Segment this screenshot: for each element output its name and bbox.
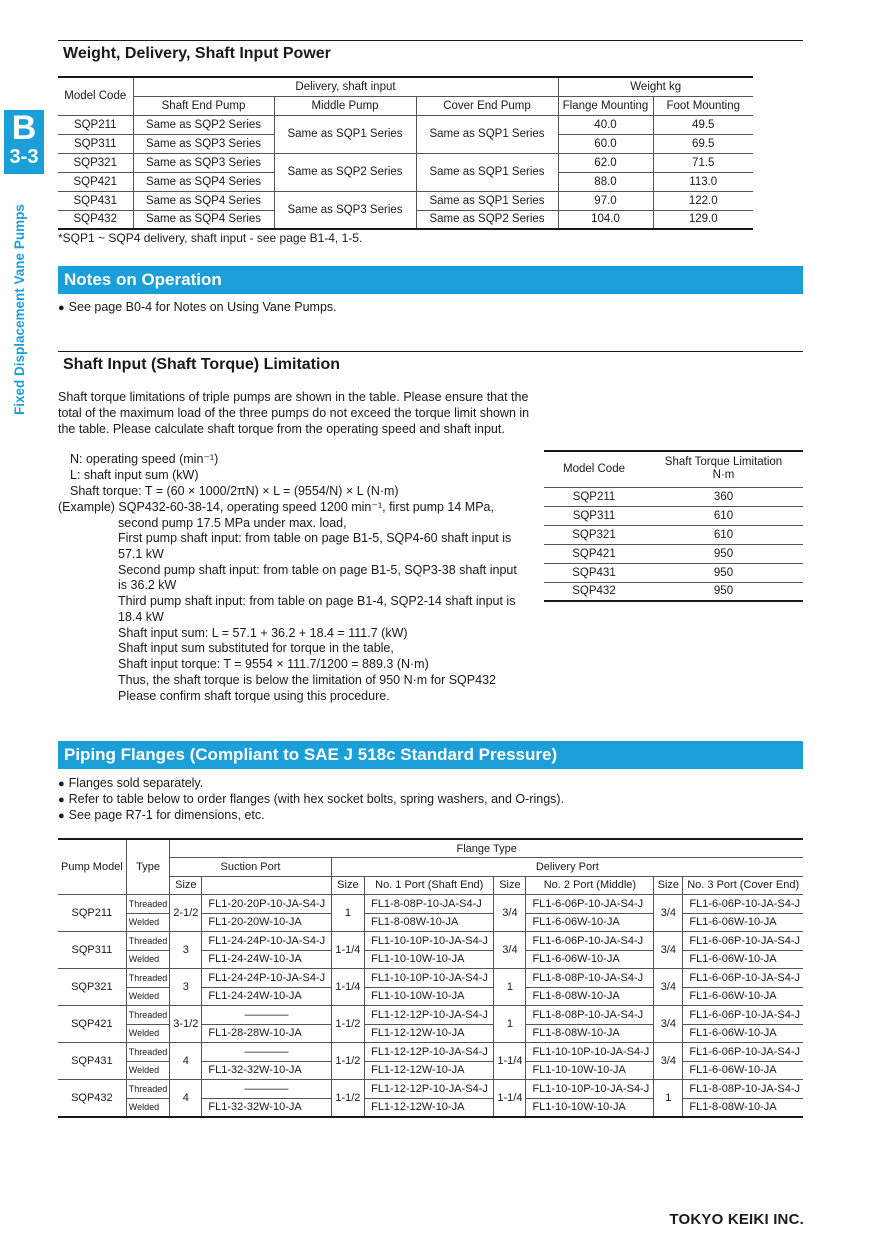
port2-welded-code: FL1-8-08W-10-JA	[526, 987, 654, 1006]
type-welded: Welded	[126, 950, 170, 969]
torque-table	[544, 450, 803, 602]
port3-welded-code: FL1-6-06W-10-JA	[683, 950, 803, 969]
port1-threaded-code: FL1-10-10P-10-JA-S4-J	[365, 932, 494, 951]
port1-threaded-code: FL1-12-12P-10-JA-S4-J	[365, 1080, 494, 1099]
port3-welded-code: FL1-6-06W-10-JA	[683, 1024, 803, 1043]
port2-threaded-code: FL1-6-06P-10-JA-S4-J	[526, 895, 654, 914]
suction-size: 3	[170, 932, 202, 969]
port2-welded-code: FL1-10-10W-10-JA	[526, 1061, 654, 1080]
suction-welded-code: FL1-24-24W-10-JA	[202, 950, 331, 969]
port3-size: 3/4	[654, 1043, 683, 1080]
suction-welded-code: FL1-24-24W-10-JA	[202, 987, 331, 1006]
type-welded: Welded	[126, 1024, 170, 1043]
col-cover-end: Cover End Pump	[416, 96, 558, 115]
model-cell: SQP211	[544, 487, 644, 506]
port2-size: 1-1/4	[494, 1043, 526, 1080]
table-row	[544, 487, 803, 506]
torque-limit-unit: N·m	[712, 469, 735, 482]
foot-weight-cell: 122.0	[653, 191, 753, 210]
example-line: Shaft input torque: T = 9554 × 111.7/1200 = 889.3 (N·m)	[118, 657, 429, 671]
port1-size: 1-1/4	[331, 969, 364, 1006]
foot-weight-cell: 129.0	[653, 210, 753, 229]
table-row	[58, 950, 803, 969]
port2-size: 1	[494, 969, 526, 1006]
foot-weight-cell: 71.5	[653, 153, 753, 172]
col-port3: No. 3 Port (Cover End)	[683, 876, 803, 895]
weight-section-title: Weight, Delivery, Shaft Input Power	[58, 40, 803, 68]
model-cell: SQP431	[58, 191, 133, 210]
table-row	[58, 1006, 803, 1025]
example-line: Thus, the shaft torque is below the limitation of 950 N·m for SQP432	[118, 673, 496, 687]
suction-welded-code: FL1-32-32W-10-JA	[202, 1061, 331, 1080]
col-suction-code	[202, 876, 331, 895]
model-cell: SQP421	[544, 544, 644, 563]
shaft-end-cell: Same as SQP4 Series	[133, 172, 274, 191]
suction-welded-code: FL1-28-28W-10-JA	[202, 1024, 331, 1043]
port2-size: 1-1/4	[494, 1080, 526, 1117]
suction-size: 3-1/2	[170, 1006, 202, 1043]
col-delivery-port: Delivery Port	[331, 858, 803, 877]
pump-model-cell: SQP431	[58, 1043, 126, 1080]
table-row	[58, 987, 803, 1006]
port3-size: 3/4	[654, 932, 683, 969]
port1-size: 1-1/2	[331, 1080, 364, 1117]
port2-threaded-code: FL1-6-06P-10-JA-S4-J	[526, 932, 654, 951]
torque-section-title: Shaft Input (Shaft Torque) Limitation	[58, 351, 803, 379]
example-line: Third pump shaft input: from table on page B1-4, SQP2-14 shaft input is	[118, 594, 516, 608]
example-line: Second pump shaft input: from table on page B1-5, SQP3-38 shaft input	[118, 563, 517, 577]
table-row	[58, 932, 803, 951]
example-line: Shaft input sum substituted for torque in the table,	[118, 641, 394, 655]
table-row	[58, 1024, 803, 1043]
port1-welded-code: FL1-12-12W-10-JA	[365, 1098, 494, 1117]
table-row	[58, 969, 803, 988]
flanges-bullet: ● See page R7-1 for dimensions, etc.	[58, 807, 265, 824]
weight-table	[58, 76, 753, 230]
torque-limit-label: Shaft Torque Limitation	[664, 456, 783, 469]
port3-size: 1	[654, 1080, 683, 1117]
table-row	[58, 1043, 803, 1062]
port1-welded-code: FL1-10-10W-10-JA	[365, 950, 494, 969]
model-cell: SQP321	[544, 525, 644, 544]
notes-bullet: ● See page B0-4 for Notes on Using Vane Pumps.	[58, 299, 337, 316]
brand-logo: TOKYO KEIKI INC.	[669, 1211, 804, 1228]
port2-welded-code: FL1-6-06W-10-JA	[526, 913, 654, 932]
foot-weight-cell: 69.5	[653, 134, 753, 153]
limit-cell: 950	[644, 582, 803, 601]
port2-threaded-code: FL1-8-08P-10-JA-S4-J	[526, 969, 654, 988]
port3-welded-code: FL1-6-06W-10-JA	[683, 1061, 803, 1080]
table-row	[58, 115, 753, 134]
model-cell: SQP431	[544, 563, 644, 582]
port1-size: 1-1/2	[331, 1043, 364, 1080]
weight-footnote: *SQP1 ~ SQP4 delivery, shaft input - see page B1-4, 1-5.	[58, 231, 363, 245]
table-row	[58, 191, 753, 210]
middle-cell: Same as SQP3 Series	[274, 191, 416, 229]
pump-model-cell: SQP311	[58, 932, 126, 969]
col-size: Size	[654, 876, 683, 895]
port2-welded-code: FL1-8-08W-10-JA	[526, 1024, 654, 1043]
col-size: Size	[494, 876, 526, 895]
col-model-code: Model Code	[58, 77, 133, 115]
cover-end-cell: Same as SQP1 Series	[416, 191, 558, 210]
table-row	[58, 153, 753, 172]
type-threaded: Threaded	[126, 932, 170, 951]
model-cell: SQP211	[58, 115, 133, 134]
table-row	[58, 1061, 803, 1080]
model-cell: SQP432	[544, 582, 644, 601]
port3-threaded-code: FL1-6-06P-10-JA-S4-J	[683, 932, 803, 951]
port1-size: 1-1/2	[331, 1006, 364, 1043]
foot-weight-cell: 113.0	[653, 172, 753, 191]
type-welded: Welded	[126, 987, 170, 1006]
port3-welded-code: FL1-8-08W-10-JA	[683, 1098, 803, 1117]
model-cell: SQP311	[544, 506, 644, 525]
port3-welded-code: FL1-6-06W-10-JA	[683, 987, 803, 1006]
type-threaded: Threaded	[126, 1043, 170, 1062]
chapter-tab	[4, 110, 44, 174]
port2-size: 3/4	[494, 932, 526, 969]
port3-threaded-code: FL1-6-06P-10-JA-S4-J	[683, 895, 803, 914]
port1-size: 1	[331, 895, 364, 932]
port3-size: 3/4	[654, 969, 683, 1006]
middle-cell: Same as SQP1 Series	[274, 115, 416, 153]
flanges-bullet: ● Flanges sold separately.	[58, 775, 203, 792]
col-model-code: Model Code	[544, 451, 644, 487]
suction-threaded-code: FL1-20-20P-10-JA-S4-J	[202, 895, 331, 914]
model-cell: SQP311	[58, 134, 133, 153]
port1-threaded-code: FL1-8-08P-10-JA-S4-J	[365, 895, 494, 914]
l-definition: L: shaft input sum (kW)	[70, 468, 199, 482]
type-welded: Welded	[126, 913, 170, 932]
example-line: (Example) SQP432-60-38-14, operating speed 1200 min⁻¹, first pump 14 MPa,	[58, 500, 494, 514]
flange-weight-cell: 60.0	[558, 134, 653, 153]
model-cell: SQP421	[58, 172, 133, 191]
port2-welded-code: FL1-10-10W-10-JA	[526, 1098, 654, 1117]
table-row	[544, 544, 803, 563]
port1-size: 1-1/4	[331, 932, 364, 969]
port1-threaded-code: FL1-12-12P-10-JA-S4-J	[365, 1043, 494, 1062]
torque-formula: Shaft torque: T = (60 × 1000/2πN) × L = (9554/N) × L (N·m)	[70, 484, 399, 498]
notes-section-title: Notes on Operation	[58, 266, 803, 294]
limit-cell: 610	[644, 525, 803, 544]
type-threaded: Threaded	[126, 895, 170, 914]
example-line: 18.4 kW	[118, 610, 164, 624]
port1-welded-code: FL1-8-08W-10-JA	[365, 913, 494, 932]
suction-size: 4	[170, 1043, 202, 1080]
port1-threaded-code: FL1-12-12P-10-JA-S4-J	[365, 1006, 494, 1025]
suction-welded-code: FL1-20-20W-10-JA	[202, 913, 331, 932]
port2-welded-code: FL1-6-06W-10-JA	[526, 950, 654, 969]
chapter-number: 3-3	[9, 146, 39, 168]
table-row	[58, 1098, 803, 1117]
type-threaded: Threaded	[126, 969, 170, 988]
table-row	[544, 506, 803, 525]
table-row	[58, 895, 803, 914]
col-type: Type	[126, 839, 170, 895]
flange-table	[58, 838, 803, 1118]
type-threaded: Threaded	[126, 1006, 170, 1025]
col-pump-model: Pump Model	[58, 839, 126, 895]
flange-weight-cell: 97.0	[558, 191, 653, 210]
flange-weight-cell: 40.0	[558, 115, 653, 134]
dash-placeholder: ————	[202, 1080, 331, 1099]
model-cell: SQP432	[58, 210, 133, 229]
cover-end-cell: Same as SQP1 Series	[416, 115, 558, 153]
port3-threaded-code: FL1-8-08P-10-JA-S4-J	[683, 1080, 803, 1099]
port2-threaded-code: FL1-10-10P-10-JA-S4-J	[526, 1043, 654, 1062]
cover-end-cell: Same as SQP1 Series	[416, 153, 558, 191]
limit-cell: 950	[644, 563, 803, 582]
col-foot-mounting: Foot Mounting	[653, 96, 753, 115]
middle-cell: Same as SQP2 Series	[274, 153, 416, 191]
flange-weight-cell: 104.0	[558, 210, 653, 229]
port3-threaded-code: FL1-6-06P-10-JA-S4-J	[683, 969, 803, 988]
port1-threaded-code: FL1-10-10P-10-JA-S4-J	[365, 969, 494, 988]
torque-intro: Shaft torque limitations of triple pumps are shown in the table. Please ensure that the total of the maximum load of the three pumps do not exceed the torque limit shown in the table. Please calculate shaft torque from the operating speed and shaft input.	[58, 390, 530, 436]
flanges-section-title: Piping Flanges (Compliant to SAE J 518c Standard Pressure)	[58, 741, 803, 769]
suction-welded-code: FL1-32-32W-10-JA	[202, 1098, 331, 1117]
flange-weight-cell: 62.0	[558, 153, 653, 172]
port2-size: 1	[494, 1006, 526, 1043]
col-weight-group: Weight kg	[558, 77, 753, 96]
pump-model-cell: SQP421	[58, 1006, 126, 1043]
port3-welded-code: FL1-6-06W-10-JA	[683, 913, 803, 932]
limit-cell: 950	[644, 544, 803, 563]
table-row	[544, 525, 803, 544]
port2-size: 3/4	[494, 895, 526, 932]
col-torque-limit	[644, 451, 803, 487]
type-welded: Welded	[126, 1098, 170, 1117]
col-flange-type: Flange Type	[170, 839, 803, 858]
col-delivery-group: Delivery, shaft input	[133, 77, 558, 96]
col-suction-port: Suction Port	[170, 858, 331, 877]
suction-threaded-code: FL1-24-24P-10-JA-S4-J	[202, 969, 331, 988]
suction-size: 3	[170, 969, 202, 1006]
type-welded: Welded	[126, 1061, 170, 1080]
suction-size: 4	[170, 1080, 202, 1117]
chapter-letter: B	[11, 109, 37, 147]
col-port2: No. 2 Port (Middle)	[526, 876, 654, 895]
port1-welded-code: FL1-12-12W-10-JA	[365, 1024, 494, 1043]
flanges-bullet: ● Refer to table below to order flanges (with hex socket bolts, spring washers, and O-rings).	[58, 791, 564, 808]
shaft-end-cell: Same as SQP4 Series	[133, 210, 274, 229]
shaft-end-cell: Same as SQP2 Series	[133, 115, 274, 134]
port1-welded-code: FL1-10-10W-10-JA	[365, 987, 494, 1006]
example-line: 57.1 kW	[118, 547, 164, 561]
example-line: second pump 17.5 MPa under max. load,	[118, 516, 347, 530]
model-cell: SQP321	[58, 153, 133, 172]
col-size: Size	[170, 876, 202, 895]
type-threaded: Threaded	[126, 1080, 170, 1099]
shaft-end-cell: Same as SQP3 Series	[133, 134, 274, 153]
foot-weight-cell: 49.5	[653, 115, 753, 134]
table-row	[58, 913, 803, 932]
table-row	[58, 1080, 803, 1099]
table-row	[544, 582, 803, 601]
cover-end-cell: Same as SQP2 Series	[416, 210, 558, 229]
port3-threaded-code: FL1-6-06P-10-JA-S4-J	[683, 1006, 803, 1025]
table-row	[544, 563, 803, 582]
port3-threaded-code: FL1-6-06P-10-JA-S4-J	[683, 1043, 803, 1062]
flange-weight-cell: 88.0	[558, 172, 653, 191]
port2-threaded-code: FL1-10-10P-10-JA-S4-J	[526, 1080, 654, 1099]
dash-placeholder: ————	[202, 1006, 331, 1025]
pump-model-cell: SQP432	[58, 1080, 126, 1117]
col-port1: No. 1 Port (Shaft End)	[365, 876, 494, 895]
example-line: First pump shaft input: from table on page B1-5, SQP4-60 shaft input is	[118, 531, 512, 545]
example-line: Shaft input sum: L = 57.1 + 36.2 + 18.4 = 111.7 (kW)	[118, 626, 408, 640]
suction-threaded-code: FL1-24-24P-10-JA-S4-J	[202, 932, 331, 951]
shaft-end-cell: Same as SQP3 Series	[133, 153, 274, 172]
pump-model-cell: SQP321	[58, 969, 126, 1006]
col-size: Size	[331, 876, 364, 895]
limit-cell: 610	[644, 506, 803, 525]
shaft-end-cell: Same as SQP4 Series	[133, 191, 274, 210]
n-definition: N: operating speed (min⁻¹)	[70, 452, 219, 466]
chapter-vertical-label: Fixed Displacement Vane Pumps	[12, 204, 27, 415]
suction-size: 2-1/2	[170, 895, 202, 932]
port1-welded-code: FL1-12-12W-10-JA	[365, 1061, 494, 1080]
limit-cell: 360	[644, 487, 803, 506]
pump-model-cell: SQP211	[58, 895, 126, 932]
dash-placeholder: ————	[202, 1043, 331, 1062]
col-flange-mounting: Flange Mounting	[558, 96, 653, 115]
port2-threaded-code: FL1-8-08P-10-JA-S4-J	[526, 1006, 654, 1025]
port3-size: 3/4	[654, 1006, 683, 1043]
port3-size: 3/4	[654, 895, 683, 932]
col-middle: Middle Pump	[274, 96, 416, 115]
example-line: Please confirm shaft torque using this procedure.	[118, 689, 390, 703]
col-shaft-end: Shaft End Pump	[133, 96, 274, 115]
example-line: is 36.2 kW	[118, 578, 177, 592]
